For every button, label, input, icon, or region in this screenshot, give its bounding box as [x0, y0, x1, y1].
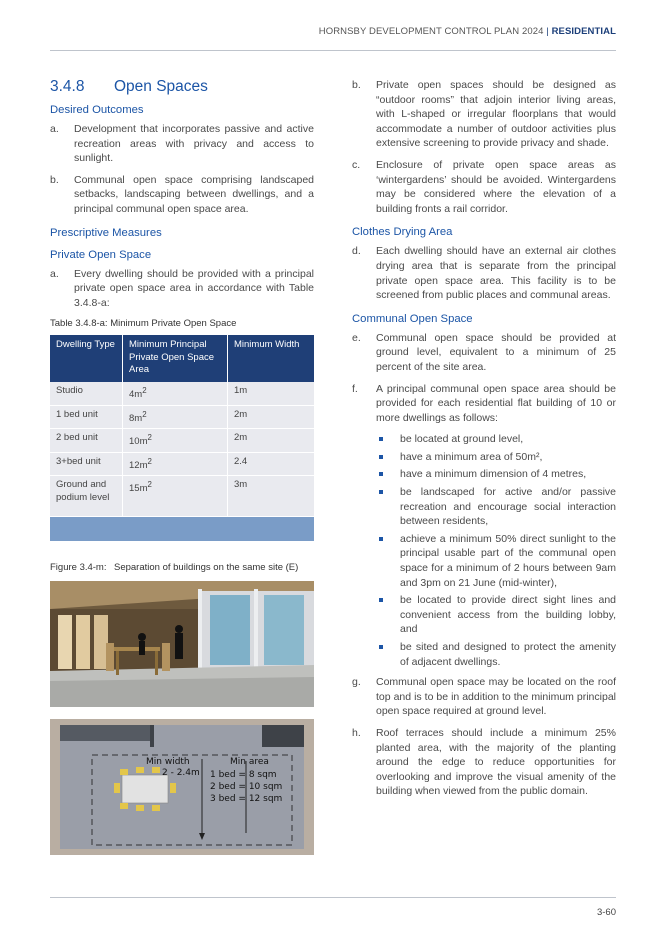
area-value: 8m [129, 412, 143, 424]
item-letter: e. [352, 331, 361, 344]
item-letter: d. [352, 245, 361, 258]
min-width-value: 2 - 2.4m [162, 768, 200, 779]
three-bed-area: 3 bed = 12 sqm [210, 794, 283, 805]
table-caption: Table 3.4.8-a: Minimum Private Open Space [50, 318, 237, 330]
figure-title: Separation of buildings on the same site (E) [114, 562, 299, 574]
min-width-label: Min width [146, 757, 190, 768]
table-header: Minimum Width [228, 335, 315, 382]
table-row [50, 405, 314, 429]
item-letter: a. [50, 123, 59, 135]
list-item [376, 485, 616, 529]
table-cell [123, 405, 228, 429]
list-item [376, 640, 616, 669]
table-row [50, 429, 314, 453]
private-open-space-heading: Private Open Space [50, 248, 152, 261]
two-bed-area: 2 bed = 10 sqm [210, 782, 283, 793]
area-unit-sup: 2 [147, 433, 152, 443]
table-row [50, 476, 314, 517]
balcony-illustration [50, 581, 314, 707]
desired-outcomes-heading: Desired Outcomes [50, 104, 144, 116]
item-letter: a. [50, 267, 59, 280]
table-cell: 3+bed unit [50, 452, 123, 476]
section-number: 3.4.8 [50, 78, 85, 95]
table-footer-band [50, 517, 314, 542]
page-header [319, 26, 616, 37]
figure-caption [50, 562, 314, 573]
item-letter: b. [50, 173, 59, 186]
balcony-plan-diagram [50, 719, 314, 855]
bullet-icon [379, 490, 383, 494]
table-header-row [50, 335, 314, 382]
list-item [376, 432, 616, 447]
prescriptive-item-c [352, 158, 616, 216]
item-letter: b. [352, 79, 361, 91]
min-area-label: Min area [230, 757, 269, 768]
bullet-icon [379, 598, 383, 602]
left-column [50, 78, 314, 855]
table-row [50, 382, 314, 405]
bullet-icon [379, 472, 383, 476]
table-cell: 2m [228, 405, 315, 429]
area-value: 12m [129, 459, 148, 471]
table-row [50, 452, 314, 476]
table-cell: Ground and podium level [50, 476, 123, 517]
right-column [352, 78, 616, 806]
section-title: Open Spaces [114, 78, 208, 95]
item-text: A principal communal open space area should be provided for each residential flat building of 10 or more dwellings as follows: [376, 382, 616, 424]
clothes-drying-heading: Clothes Drying Area [352, 226, 453, 239]
document-title: HORNSBY DEVELOPMENT CONTROL PLAN 2024 [318, 26, 544, 37]
item-letter: c. [352, 158, 361, 171]
desired-item-b [50, 173, 314, 217]
bullet-icon [379, 437, 383, 441]
prescriptive-item-b [352, 78, 616, 151]
header-separator: | [546, 26, 549, 37]
list-item [376, 467, 616, 482]
table-cell: 1 bed unit [50, 405, 123, 429]
area-value: 10m [129, 436, 148, 448]
prescriptive-item-g [352, 675, 616, 719]
prescriptive-item-f [352, 382, 616, 426]
item-text: Each dwelling should have an external air clothes drying area that is separate from the principal private open space area. This facility is to be screened from public places and communal areas. [376, 245, 616, 302]
list-item [376, 593, 616, 637]
item-text: Communal open space should be provided at ground level, equivalent to a minimum of 25 percent of the site area. [376, 331, 616, 373]
prescriptive-item-e [352, 331, 616, 375]
item-letter: g. [352, 676, 361, 689]
bullet-icon [379, 645, 383, 649]
list-item-text: be landscaped for active and/or passive recreation and encourage social interaction between residents, [400, 486, 616, 528]
prescriptive-item-h [352, 726, 616, 799]
table-header: Minimum Principal Private Open Space Area [123, 335, 228, 382]
item-text: Communal open space may be located on the roof top and is to be in addition to the minimum principal open space required at ground level. [376, 676, 616, 718]
list-item-text: achieve a minimum 50% direct sunlight to the principal usable part of the communal open space for a minimum of 2 hours between 9am and 3pm on 21 June (mid-winter), [400, 532, 616, 589]
table-cell: 3m [228, 476, 315, 517]
communal-open-space-heading: Communal Open Space [352, 312, 473, 325]
bullet-icon [379, 455, 383, 459]
communal-requirements-list [376, 432, 616, 669]
footer-divider [50, 897, 616, 898]
area-unit-sup: 2 [147, 480, 152, 490]
table-cell: 2.4 [228, 452, 315, 476]
item-text: Roof terraces should include a minimum 25% planted area, with the majority of the planting around the edge to reduce opportunities for overlooking and improve the visual amenity of the building when viewed from the public domain. [376, 726, 616, 798]
table-cell: Studio [50, 382, 123, 405]
list-item-text: have a minimum dimension of 4 metres, [400, 468, 587, 481]
table-footer-row [50, 517, 314, 542]
table-cell [123, 452, 228, 476]
item-text: Communal open space comprising landscaped setbacks, landscaping between dwellings, and a principal communal open space area. [74, 173, 314, 215]
table-cell: 1m [228, 382, 315, 405]
header-divider [50, 50, 616, 51]
item-letter: h. [352, 726, 361, 739]
figure-number: Figure 3.4-m: [50, 562, 107, 574]
table-cell [123, 382, 228, 405]
bullet-icon [379, 537, 383, 541]
area-unit-sup: 2 [142, 409, 147, 419]
prescriptive-item-d [352, 244, 616, 302]
item-text: Every dwelling should be provided with a principal private open space area in accordance with Table 3.4.8-a: [74, 267, 314, 309]
item-text: Private open spaces should be designed as “outdoor rooms” that adjoin interior living areas, with L-shaped or irregular floorplans that would accommodate a number of outdoor activities plus extensive screening to provide privacy and shade. [376, 79, 616, 150]
desired-item-a [50, 122, 314, 166]
table-header: Dwelling Type [50, 335, 123, 382]
list-item-text: have a minimum area of 50m², [400, 450, 543, 463]
area-value: 15m [129, 483, 148, 495]
item-letter: f. [352, 382, 358, 395]
item-text: Enclosure of private open space areas as ‘wintergardens’ should be avoided. Wintergardens may be considered where the elevation of a building fronts a rail corridor. [376, 158, 616, 215]
private-open-space-table [50, 335, 314, 542]
one-bed-area: 1 bed = 8 sqm [210, 770, 277, 781]
list-item-text: be sited and designed to protect the amenity of adjacent dwellings. [400, 641, 616, 668]
table-cell [123, 476, 228, 517]
prescriptive-heading: Prescriptive Measures [50, 226, 162, 239]
section-label: RESIDENTIAL [551, 26, 616, 37]
table-cell: 2m [228, 429, 315, 453]
table-cell [123, 429, 228, 453]
list-item-text: be located to provide direct sight lines and convenient access from the building lobby, and [400, 594, 616, 636]
page-number: 3-60 [596, 907, 616, 918]
table-cell: 2 bed unit [50, 429, 123, 453]
list-item [376, 532, 616, 590]
item-text: Development that incorporates passive and active recreation areas with privacy and access to sunlight. [74, 123, 314, 165]
prescriptive-item-a [50, 267, 314, 311]
list-item-text: be located at ground level, [400, 433, 524, 446]
area-value: 4m [129, 389, 143, 400]
area-unit-sup: 2 [142, 385, 147, 395]
section-heading [50, 78, 314, 96]
list-item [376, 450, 616, 465]
area-unit-sup: 2 [147, 456, 152, 466]
